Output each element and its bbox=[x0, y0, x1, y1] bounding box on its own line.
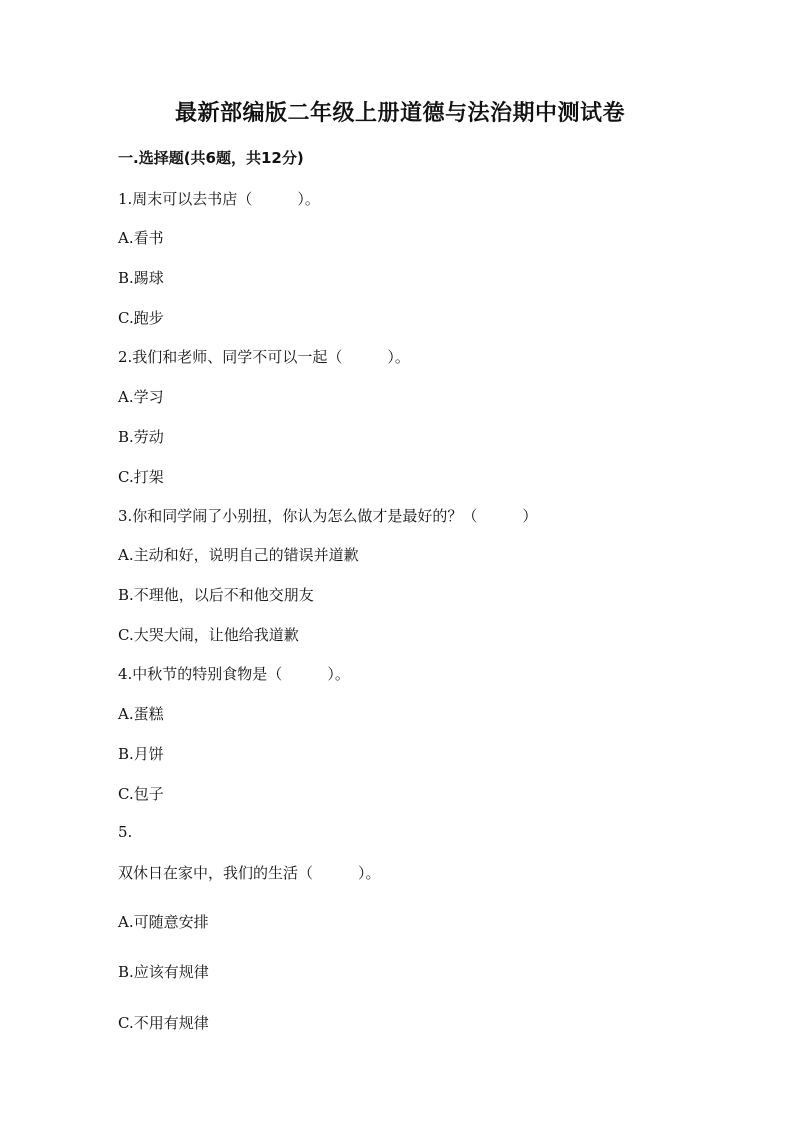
section-heading: 一.选择题(共6题，共12分) bbox=[118, 149, 304, 167]
question-3-option-c: C.大哭大闹，让他给我道歉 bbox=[118, 626, 299, 644]
question-1-stem: 1.周末可以去书店（ ）。 bbox=[118, 190, 320, 208]
question-2-stem: 2.我们和老师、同学不可以一起（ ）。 bbox=[118, 348, 410, 366]
question-5-option-a: A.可随意安排 bbox=[118, 913, 209, 931]
question-5-option-b: B.应该有规律 bbox=[118, 963, 209, 981]
question-5-option-c: C.不用有规律 bbox=[118, 1014, 209, 1032]
question-4-option-b: B.月饼 bbox=[118, 745, 164, 763]
question-1-option-b: B.踢球 bbox=[118, 269, 164, 287]
question-3-option-b: B.不理他，以后不和他交朋友 bbox=[118, 586, 314, 604]
question-3-option-a: A.主动和好，说明自己的错误并道歉 bbox=[118, 546, 359, 564]
question-1-option-a: A.看书 bbox=[118, 229, 164, 247]
page-title: 最新部编版二年级上册道德与法治期中测试卷 bbox=[174, 101, 625, 126]
question-4-option-a: A.蛋糕 bbox=[118, 705, 164, 723]
question-2-option-c: C.打架 bbox=[118, 468, 164, 486]
question-2-option-b: B.劳动 bbox=[118, 428, 164, 446]
question-5-stem: 双休日在家中，我们的生活（ ）。 bbox=[118, 864, 381, 882]
question-4-option-c: C.包子 bbox=[118, 785, 164, 803]
question-4-stem: 4.中秋节的特别食物是（ ）。 bbox=[118, 665, 350, 683]
question-5-number: 5. bbox=[118, 823, 133, 841]
question-3-stem: 3.你和同学闹了小别扭，你认为怎么做才是最好的？（ ） bbox=[118, 507, 538, 525]
question-1-option-c: C.跑步 bbox=[118, 309, 164, 327]
question-2-option-a: A.学习 bbox=[118, 388, 164, 406]
